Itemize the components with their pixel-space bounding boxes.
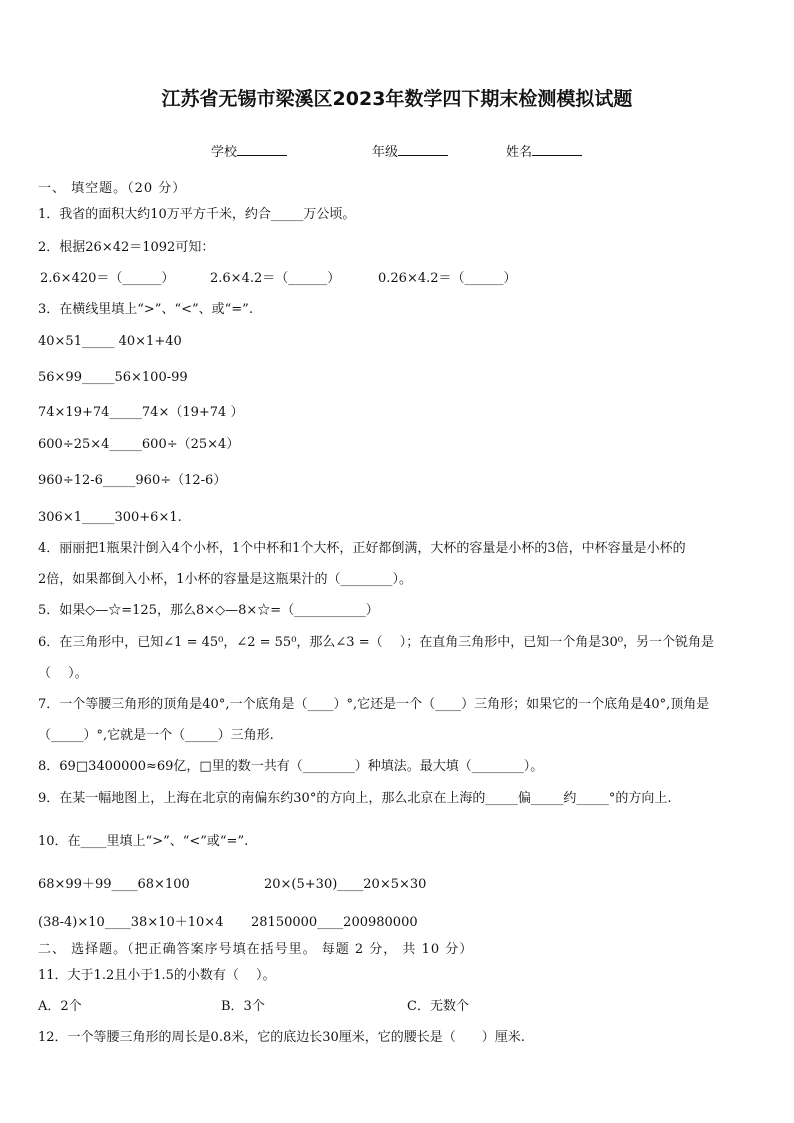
- question-3-item-3: 74×19+74_____74×（19+74 ）: [38, 405, 244, 420]
- question-12: 12．一个等腰三角形的周长是0.8米，它的底边长30厘米，它的腰长是（ ）厘米.: [38, 1030, 525, 1045]
- question-10-item-4: 28150000____200980000: [251, 915, 418, 930]
- question-10: 10．在____里填上“>”、“<”或“=”.: [38, 834, 249, 849]
- question-2-item-3: 0.26×4.2＝（______）: [378, 271, 517, 286]
- question-6-line-2: （ ）。: [38, 666, 88, 681]
- question-6-line-1: 6．在三角形中，已知∠1 = 45⁰，∠2 = 55⁰，那么∠3 =（ ）；在直角三角形中，已知一个角是30⁰，另一个锐角是: [38, 635, 714, 650]
- section-2-heading: 二、 选择题。（把正确答案序号填在括号里。 每题 2 分， 共 10 分）: [38, 942, 474, 957]
- question-10-item-2: 20×(5+30)____20×5×30: [264, 877, 427, 892]
- question-8: 8．69□3400000≈69亿，□里的数一共有（________）种填法。最大填（________）。: [38, 759, 544, 774]
- school-blank[interactable]: [237, 143, 287, 156]
- question-3: 3．在横线里填上“>”、“<”、或“=”.: [38, 302, 253, 317]
- question-11: 11．大于1.2且小于1.5的小数有（ ）。: [38, 968, 276, 983]
- question-4-line-2: 2倍，如果都倒入小杯，1小杯的容量是这瓶果汁的（________）。: [38, 572, 413, 587]
- question-3-item-2: 56×99_____56×100-99: [38, 370, 188, 385]
- question-4-line-1: 4．丽丽把1瓶果汁倒入4个小杯，1个中杯和1个大杯，正好都倒满，大杯的容量是小杯的3倍，中杯容量是小杯的: [38, 541, 686, 556]
- name-field: [506, 141, 582, 160]
- question-10-item-1: 68×99＋99____68×100: [38, 877, 190, 892]
- question-11-option-b[interactable]: B．3个: [221, 999, 265, 1014]
- question-2: 2．根据26×42＝1092可知：: [38, 240, 215, 255]
- name-blank[interactable]: [532, 143, 582, 156]
- grade-label: 年级: [372, 145, 399, 160]
- question-2-item-2: 2.6×4.2＝（______）: [210, 271, 341, 286]
- question-1: 1．我省的面积大约10万平方千米，约合_____万公顷。: [38, 207, 356, 222]
- question-3-item-4: 600÷25×4_____600÷（25×4）: [38, 437, 240, 452]
- school-label: 学校: [211, 145, 238, 160]
- school-field: [211, 141, 287, 160]
- grade-field: [372, 141, 448, 160]
- question-11-option-c[interactable]: C．无数个: [407, 999, 469, 1014]
- question-7-line-1: 7．一个等腰三角形的顶角是40°,一个底角是（____）°,它还是一个（____）三角形；如果它的一个底角是40°,顶角是: [38, 697, 710, 712]
- question-9: 9．在某一幅地图上，上海在北京的南偏东约30°的方向上，那么北京在上海的_____偏_____约_____°的方向上.: [38, 791, 672, 806]
- question-11-option-a[interactable]: A．2个: [38, 999, 82, 1014]
- grade-blank[interactable]: [398, 143, 448, 156]
- question-2-item-1: 2.6×420＝（______）: [40, 271, 175, 286]
- question-3-item-5: 960÷12-6_____960÷（12-6）: [38, 473, 227, 488]
- name-label: 姓名: [506, 145, 533, 160]
- question-7-line-2: （_____）°,它就是一个（_____）三角形.: [38, 728, 274, 743]
- question-5: 5．如果◇—☆=125，那么8×◇—8×☆=（___________）: [38, 603, 379, 618]
- question-10-item-3: (38-4)×10____38×10＋10×4: [38, 915, 224, 930]
- section-1-heading: 一、 填空题。（20 分）: [38, 181, 187, 196]
- question-3-item-6: 306×1_____300+6×1.: [38, 510, 182, 525]
- question-3-item-1: 40×51_____ 40×1+40: [38, 334, 182, 349]
- exam-title: 江苏省无锡市梁溪区2023年数学四下期末检测模拟试题: [161, 88, 633, 110]
